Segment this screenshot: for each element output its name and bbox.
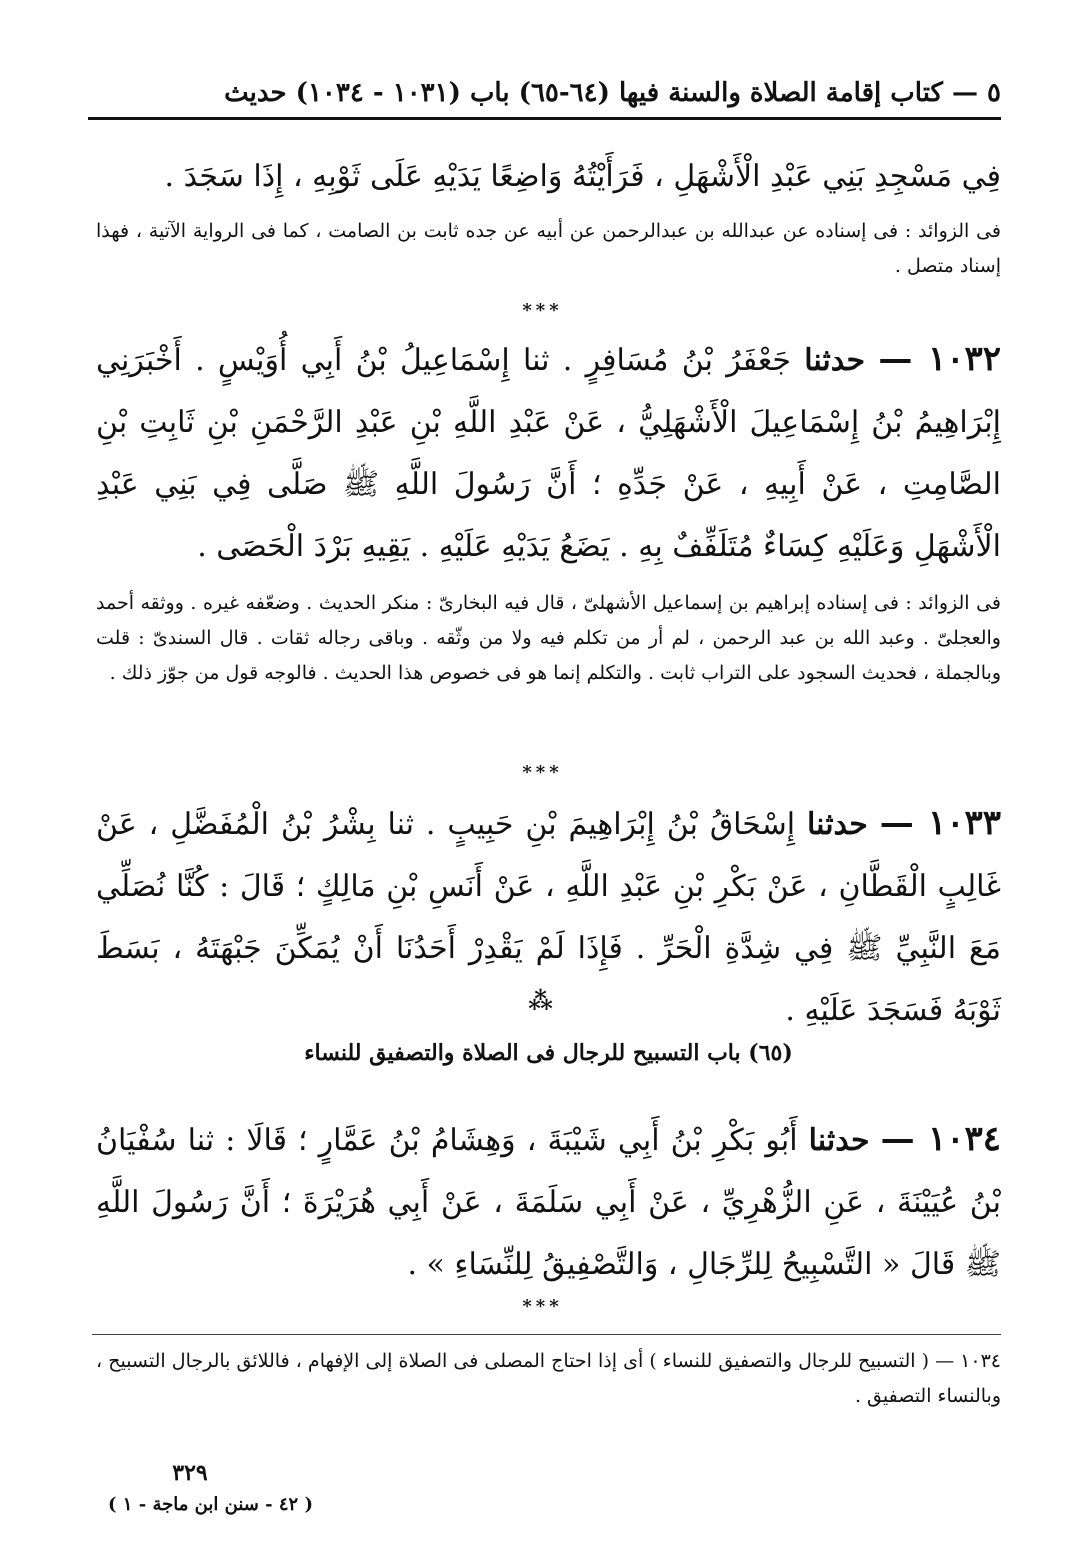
hadith-text: أَبُو بَكْرِ بْنُ أَبِي شَيْبَةَ ، وَهِشَامُ بْنُ عَمَّارٍ ؛ قَالَا : ثنا سُفْيَانُ بْنُ عُيَيْنَةَ ، عَنِ الزُّهْرِيِّ ، عَنْ أَبِي سَلَمَةَ ، عَنْ أَبِي هُرَيْرَةَ ؛ أَنَّ رَسُولَ اللَّهِ ﷺ قَالَ « التَّسْبِيحُ لِلرِّجَالِ ، وَالتَّصْفِيقُ لِلنِّسَاءِ » . (96, 1123, 1001, 1282)
hadith-text: فِي مَسْجِدِ بَنِي عَبْدِ الْأَشْهَلِ ، فَرَأَيْتُهُ وَاضِعًا يَدَيْهِ عَلَى ثَوْبِهِ ، إِذَا سَجَدَ . (164, 159, 1001, 194)
page-number: ٣٢٩ (172, 1460, 208, 1486)
zawaid-note-1031 (96, 214, 1001, 284)
section-separator: *** (522, 300, 563, 321)
footnote (96, 1344, 1001, 1414)
header-rule (88, 117, 1001, 120)
hadith-lead: حدثنا (808, 1123, 870, 1158)
hadith-number: ١٠٣٣ — (879, 803, 1001, 843)
note-text: فى الزوائد : فى إسناده إبراهيم بن إسماعيل الأشهلىّ ، قال فيه البخارىّ : منكر الحديث . وضعّفه غيره . ووثقه أحمد والعجلىّ . وعبد الله بن عبد الرحمن ، لم أر من تكلم فيه ولا من وثّقه . وباقى رجاله ثقات . قال السندىّ : قلت وبالجملة ، فحديث السجود على التراب ثابت . والتكلم إنما هو فى خصوص هذا الحديث . فالوجه قول من جوّز ذلك . (96, 592, 1001, 684)
footnote-text: ١٠٣٤ — ( التسبيح للرجال والتصفيق للنساء ) أى إذا احتاج المصلى فى الصلاة إلى الإفهام ، فاللائق بالرجال التسبيح ، وبالنساء التصفيق . (96, 1350, 1001, 1407)
section-separator: *** (522, 762, 563, 783)
hadith-text: إِسْحَاقُ بْنُ إِبْرَاهِيمَ بْنِ حَبِيبٍ . ثنا بِشْرُ بْنُ الْمُفَضَّلِ ، عَنْ غَالِبٍ الْقَطَّانِ ، عَنْ بَكْرِ بْنِ عَبْدِ اللَّهِ ، عَنْ أَنَسِ بْنِ مَالِكٍ ؛ قَالَ : كُنَّا نُصَلِّي مَعَ النَّبِيِّ ﷺ فِي شِدَّةِ الْحَرِّ . فَإِذَا لَمْ يَقْدِرْ أَحَدُنَا أَنْ يُمَكِّنَ جَبْهَتَهُ ، بَسَطَ ثَوْبَهُ فَسَجَدَ عَلَيْهِ . (96, 807, 1001, 1028)
section-separator: *** (522, 1296, 563, 1317)
hadith-text: جَعْفَرُ بْنُ مُسَافِرٍ . ثنا إِسْمَاعِيلُ بْنُ أَبِي أُوَيْسٍ . أَخْبَرَنِي إِبْرَاهِيمُ بْنُ إِسْمَاعِيلَ الْأَشْهَلِيُّ ، عَنْ عَبْدِ اللَّهِ بْنِ عَبْدِ الرَّحْمَنِ بْنِ ثَابِتِ بْنِ الصَّامِتِ ، عَنْ أَبِيهِ ، عَنْ جَدِّهِ ؛ أَنَّ رَسُولَ اللَّهِ ﷺ صَلَّى فِي بَنِي عَبْدِ الْأَشْهَلِ وَعَلَيْهِ كِسَاءٌ مُتَلَفِّفٌ بِهِ . يَضَعُ يَدَيْهِ عَلَيْهِ . يَقِيهِ بَرْدَ الْحَصَى . (96, 343, 1001, 564)
ornament-separator: ⁂ (528, 986, 557, 1015)
hadith-continuation (96, 146, 1001, 208)
hadith-lead: حدثنا (804, 343, 866, 378)
zawaid-note-1032 (96, 586, 1001, 691)
footnote-rule (92, 1334, 1001, 1335)
chapter-title: (٦٥) باب التسبيح للرجال فى الصلاة والتصفيق للنساء (304, 1040, 793, 1066)
hadith-number: ١٠٣٤ — (880, 1119, 1001, 1159)
hadith-number: ١٠٣٢ — (878, 339, 1001, 379)
running-header: ٥ — كتاب إقامة الصلاة والسنة فيها (٦٤-٦٥) باب (١٠٣١ - ١٠٣٤) حديث (224, 78, 1001, 108)
note-text: فى الزوائد : فى إسناده عن عبدالله بن عبدالرحمن عن أبيه عن جده ثابت بن الصامت ، كما فى الرواية الآتية ، فهذا إسناد متصل . (96, 220, 1001, 277)
hadith-1034 (96, 1108, 1001, 1296)
hadith-lead: حدثنا (807, 807, 868, 842)
hadith-1032 (96, 328, 1001, 578)
book-signature: ( ٤٢ - سنن ابن ماجة - ١ ) (108, 1494, 313, 1515)
